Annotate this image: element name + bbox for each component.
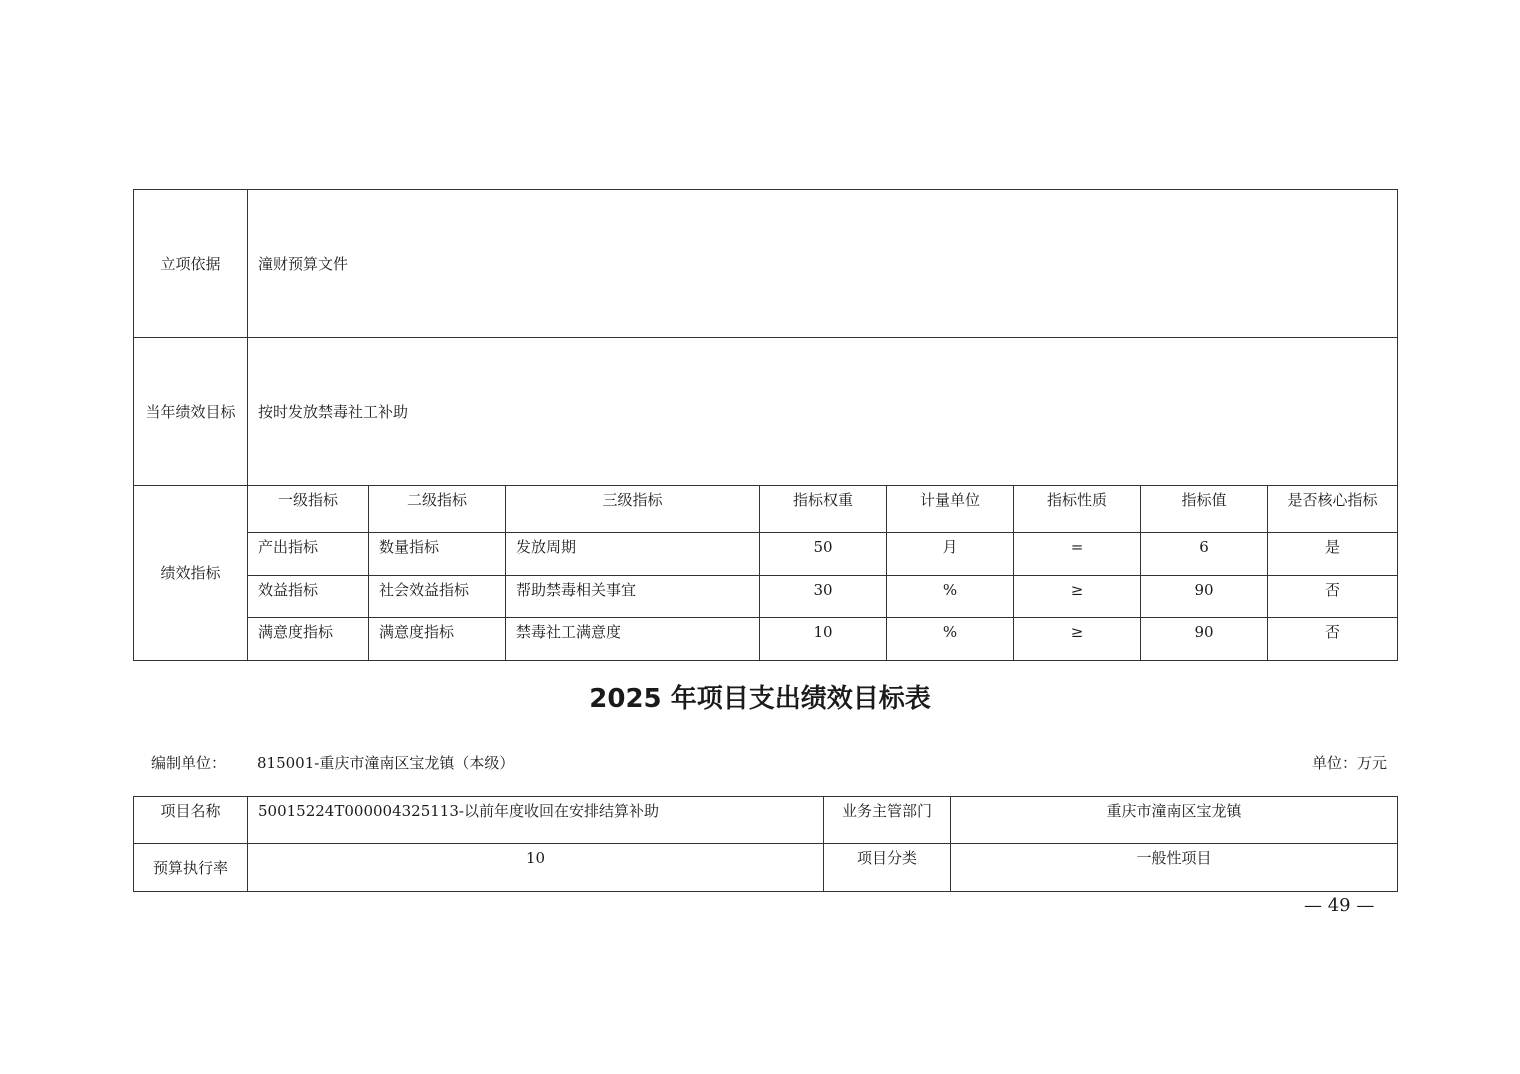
cell-unit: % xyxy=(887,576,1014,618)
cell-level3: 帮助禁毒相关事宜 xyxy=(506,576,760,618)
header-weight: 指标权重 xyxy=(760,486,887,533)
currency-unit: 单位：万元 xyxy=(1311,754,1387,772)
cell-weight: 10 xyxy=(760,618,887,661)
goal-label: 当年绩效目标 xyxy=(134,338,248,486)
cell-level3: 禁毒社工满意度 xyxy=(506,618,760,661)
performance-table-upper xyxy=(133,189,1398,661)
dept-value: 重庆市潼南区宝龙镇 xyxy=(951,797,1398,844)
exec-rate-value: 10 xyxy=(248,844,824,892)
cell-value: 90 xyxy=(1141,576,1268,618)
cell-nature: = xyxy=(1014,533,1141,576)
indicators-label: 绩效指标 xyxy=(134,486,248,661)
compiler-value: 815001-重庆市潼南区宝龙镇（本级） xyxy=(257,754,515,772)
cell-weight: 50 xyxy=(760,533,887,576)
cell-level1: 满意度指标 xyxy=(248,618,369,661)
header-level1: 一级指标 xyxy=(248,486,369,533)
category-value: 一般性项目 xyxy=(951,844,1398,892)
cell-unit: 月 xyxy=(887,533,1014,576)
header-unit: 计量单位 xyxy=(887,486,1014,533)
indicator-header-row xyxy=(134,486,1398,533)
project-info-table xyxy=(133,796,1398,892)
page-title: 2025 年项目支出绩效目标表 xyxy=(589,684,931,714)
project-name-value: 50015224T000004325113-以前年度收回在安排结算补助 xyxy=(248,797,824,844)
cell-core: 否 xyxy=(1268,576,1398,618)
dept-label: 业务主管部门 xyxy=(824,797,951,844)
header-level2: 二级指标 xyxy=(369,486,506,533)
project-name-label: 项目名称 xyxy=(134,797,248,844)
cell-level2: 社会效益指标 xyxy=(369,576,506,618)
cell-unit: % xyxy=(887,618,1014,661)
header-nature: 指标性质 xyxy=(1014,486,1141,533)
cell-level3: 发放周期 xyxy=(506,533,760,576)
table-row xyxy=(134,533,1398,576)
basis-label: 立项依据 xyxy=(134,190,248,338)
cell-core: 否 xyxy=(1268,618,1398,661)
cell-level2: 满意度指标 xyxy=(369,618,506,661)
header-core: 是否核心指标 xyxy=(1268,486,1398,533)
goal-value: 按时发放禁毒社工补助 xyxy=(248,338,1398,486)
cell-level2: 数量指标 xyxy=(369,533,506,576)
basis-value: 潼财预算文件 xyxy=(248,190,1398,338)
cell-value: 90 xyxy=(1141,618,1268,661)
header-value: 指标值 xyxy=(1141,486,1268,533)
cell-level1: 产出指标 xyxy=(248,533,369,576)
cell-nature: ≥ xyxy=(1014,576,1141,618)
cell-weight: 30 xyxy=(760,576,887,618)
cell-value: 6 xyxy=(1141,533,1268,576)
category-label: 项目分类 xyxy=(824,844,951,892)
compiler-label: 编制单位： xyxy=(151,754,227,772)
table-row xyxy=(134,618,1398,661)
header-level3: 三级指标 xyxy=(506,486,760,533)
cell-level1: 效益指标 xyxy=(248,576,369,618)
page-number: — 49 — xyxy=(1304,895,1375,916)
cell-nature: ≥ xyxy=(1014,618,1141,661)
cell-core: 是 xyxy=(1268,533,1398,576)
table-row xyxy=(134,576,1398,618)
exec-rate-label: 预算执行率 xyxy=(134,844,248,892)
